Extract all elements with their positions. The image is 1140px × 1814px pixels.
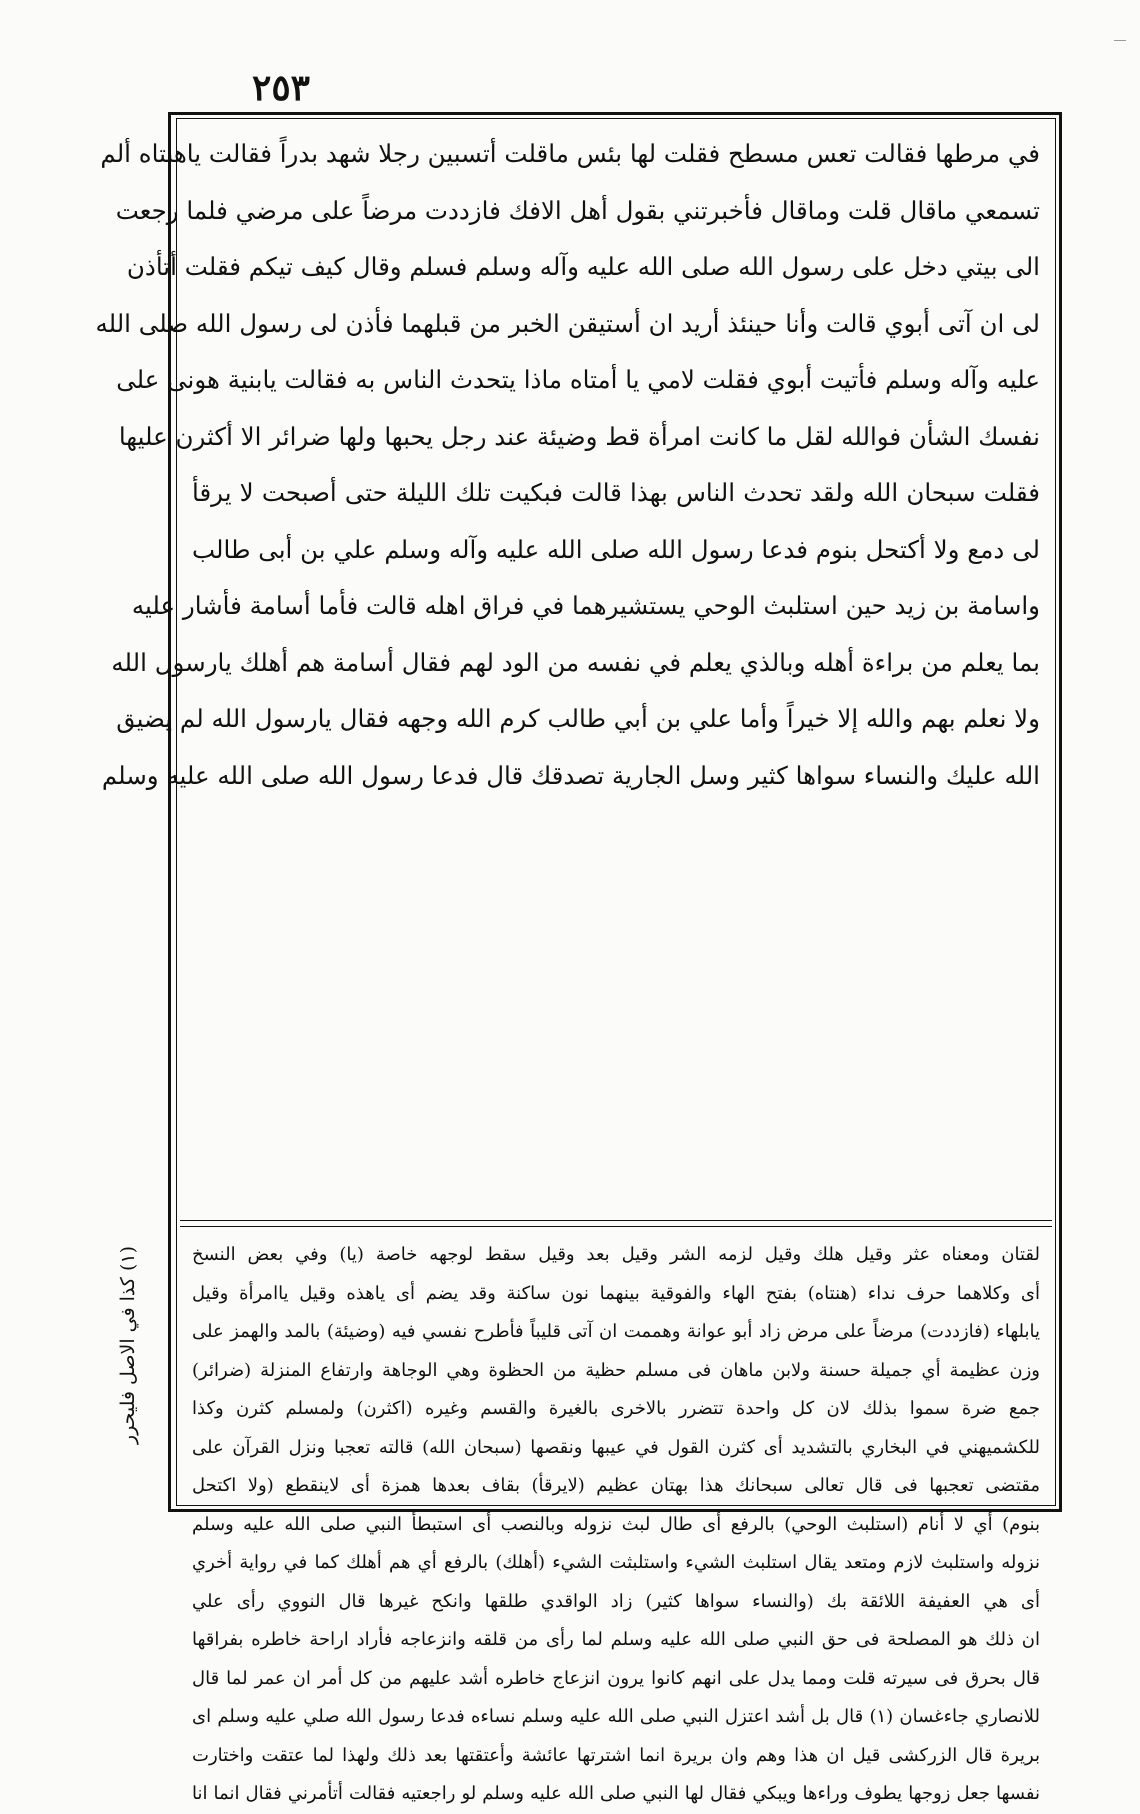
footnote-line: أى هي العفيفة اللائقة بك (والنساء سواها كثير) زاد الواقدي طلقها وانكح غيرها قال النووي رأى علي — [192, 1590, 1040, 1612]
main-text-line: لى ان آتى أبوي قالت وأنا حينئذ أريد ان أستيقن الخبر من قبلهما فأذن لى رسول الله صلى الله — [95, 308, 1040, 338]
main-text-line: الى بيتي دخل على رسول الله صلى الله عليه وآله وسلم فسلم وقال كيف تيكم فقلت أتأذن — [126, 252, 1040, 281]
footnote-divider — [180, 1226, 1052, 1227]
footnote-block — [192, 1236, 1040, 1814]
main-text-line: ولا نعلم بهم والله إلا خيراً وأما علي بن أبي طالب كرم الله وجهه فقال يارسول الله لم يضيق — [116, 704, 1040, 733]
main-text-line: نفسك الشأن فوالله لقل ما كانت امرأة قط وضيئة عند رجل يحبها ولها ضرائر الا أكثرن عليها — [118, 421, 1040, 451]
footnote-divider — [180, 1220, 1052, 1221]
main-text-block — [95, 126, 1040, 804]
main-text-line: واسامة بن زيد حين استلبث الوحي يستشيرهما في فراق اهله قالت فأما أسامة فأشار عليه — [131, 591, 1040, 620]
main-text-line: فقلت سبحان الله ولقد تحدث الناس بهذا قالت فبكيت تلك الليلة حتى أصبحت لا يرقأ — [192, 478, 1040, 507]
footnote-line: أى وكلاهما حرف نداء (هنتاه) بفتح الهاء والفوقية بينهما نون ساكنة وقد يضم أى ياهذه وقيل ياامرأة وقيل — [192, 1282, 1040, 1304]
margin-tick — [1114, 40, 1126, 41]
page-number: ٢٥٣ — [251, 67, 310, 109]
main-text-line: الله عليك والنساء سواها كثير وسل الجارية تصدقك قال فدعا رسول الله صلى الله عليه وسلم — [101, 760, 1040, 790]
footnote-line: بريرة قال الزركشى قيل ان هذا وهم وان بريرة انما اشترتها عائشة وأعتقتها بعد ذلك ولهذا لما عتقت واختارت — [192, 1744, 1040, 1766]
main-text-line: بما يعلم من براءة أهله وبالذي يعلم في نفسه من الود لهم فقال أسامة هم أهلك يارسول الله — [111, 647, 1040, 677]
footnote-line: للانصاري جاءغسان (١) قال بل أشد اعتزل النبي صلى الله عليه وسلم نساءه فدعا رسول الله صلي عليه وسلم ای — [192, 1706, 1040, 1727]
footnote-line: للكشميهني في البخاري بالتشديد أى كثرن القول في عيبها ونقصها (سبحان الله) قالته تعجبا ونزل القرآن على — [192, 1436, 1040, 1458]
footnote-line: مقتضى تعجبها فى قال تعالى سبحانك هذا بهتان عظيم (لايرقأ) بقاف بعدها همزة أى لاينقطع (ولا اكتحل — [192, 1475, 1040, 1496]
footnote-line: قال بحرق فى سيرته قلت ومما يدل على انهم كانوا يرون انزعاج خاطره أشد عليهم من كل أمر ان عمر لما قال — [192, 1667, 1040, 1689]
footnote-line: نفسها جعل زوجها يطوف وراءها ويبكي فقال لها النبي صلى الله عليه وسلم لو راجعتيه فقالت أتأمرني فقال انما انا — [192, 1783, 1040, 1804]
margin-note: (١) كذا في الاصل فليحرر — [117, 1245, 139, 1445]
main-text-line: في مرطها فقالت تعس مسطح فقلت لها بئس ماقلت أتسبين رجلا شهد بدراً فقالت ياهنتاه ألم — [100, 139, 1040, 168]
main-text-line: تسمعي ماقال قلت وماقال فأخبرتني بقول أهل الافك فازددت مرضاً على مرضي فلما رجعت — [115, 195, 1040, 225]
footnote-line: وزن عظيمة أي جميلة حسنة ولابن ماهان فى مسلم حظية من الحظوة وهي الوجاهة وارتفاع المنزلة (ضرائر) — [192, 1359, 1040, 1381]
footnote-line: جمع ضرة سموا بذلك لان كل واحدة تتضرر بالاخرى بالغيرة والقسم وغيره (اكثرن) ولمسلم كثرن وكذا — [192, 1398, 1040, 1419]
main-text-line: لى دمع ولا أكتحل بنوم فدعا رسول الله صلى الله عليه وآله وسلم علي بن أبى طالب — [192, 534, 1040, 564]
footnote-line: بنوم) أي لا أنام (استلبث الوحي) بالرفع أى طال لبث نزوله وبالنصب أى استبطأ النبي صلى الله عليه وسلم — [192, 1513, 1040, 1535]
footnote-line: نزوله واستلبث لازم ومتعد يقال استلبث الشيء واستلبثت الشيء (أهلك) بالرفع أي هم أهلك كما في رواية أخري — [192, 1552, 1040, 1573]
footnote-line: لقتان ومعناه عثر وقيل هلك وقيل لزمه الشر وقيل بعد وقيل سقط لوجهه خاصة (يا) وفي بعض النسخ — [192, 1244, 1040, 1265]
footnote-line: ان ذلك هو المصلحة فى حق النبي صلى الله عليه وسلم لما رأى من قلقه وانزعاجه فأراد اراحة خاطره بفراقها — [192, 1629, 1040, 1650]
main-text-line: عليه وآله وسلم فأتيت أبوي فقلت لامي يا أمتاه ماذا يتحدث الناس به فقالت يابنية هونى على — [116, 365, 1040, 394]
footnote-line: يابلهاء (فازددت) مرضاً على مرض زاد أبو عوانة وهممت ان آتى قليباً فأطرح نفسي فيه (وضيئة) بالمد والهمز على — [192, 1321, 1040, 1342]
